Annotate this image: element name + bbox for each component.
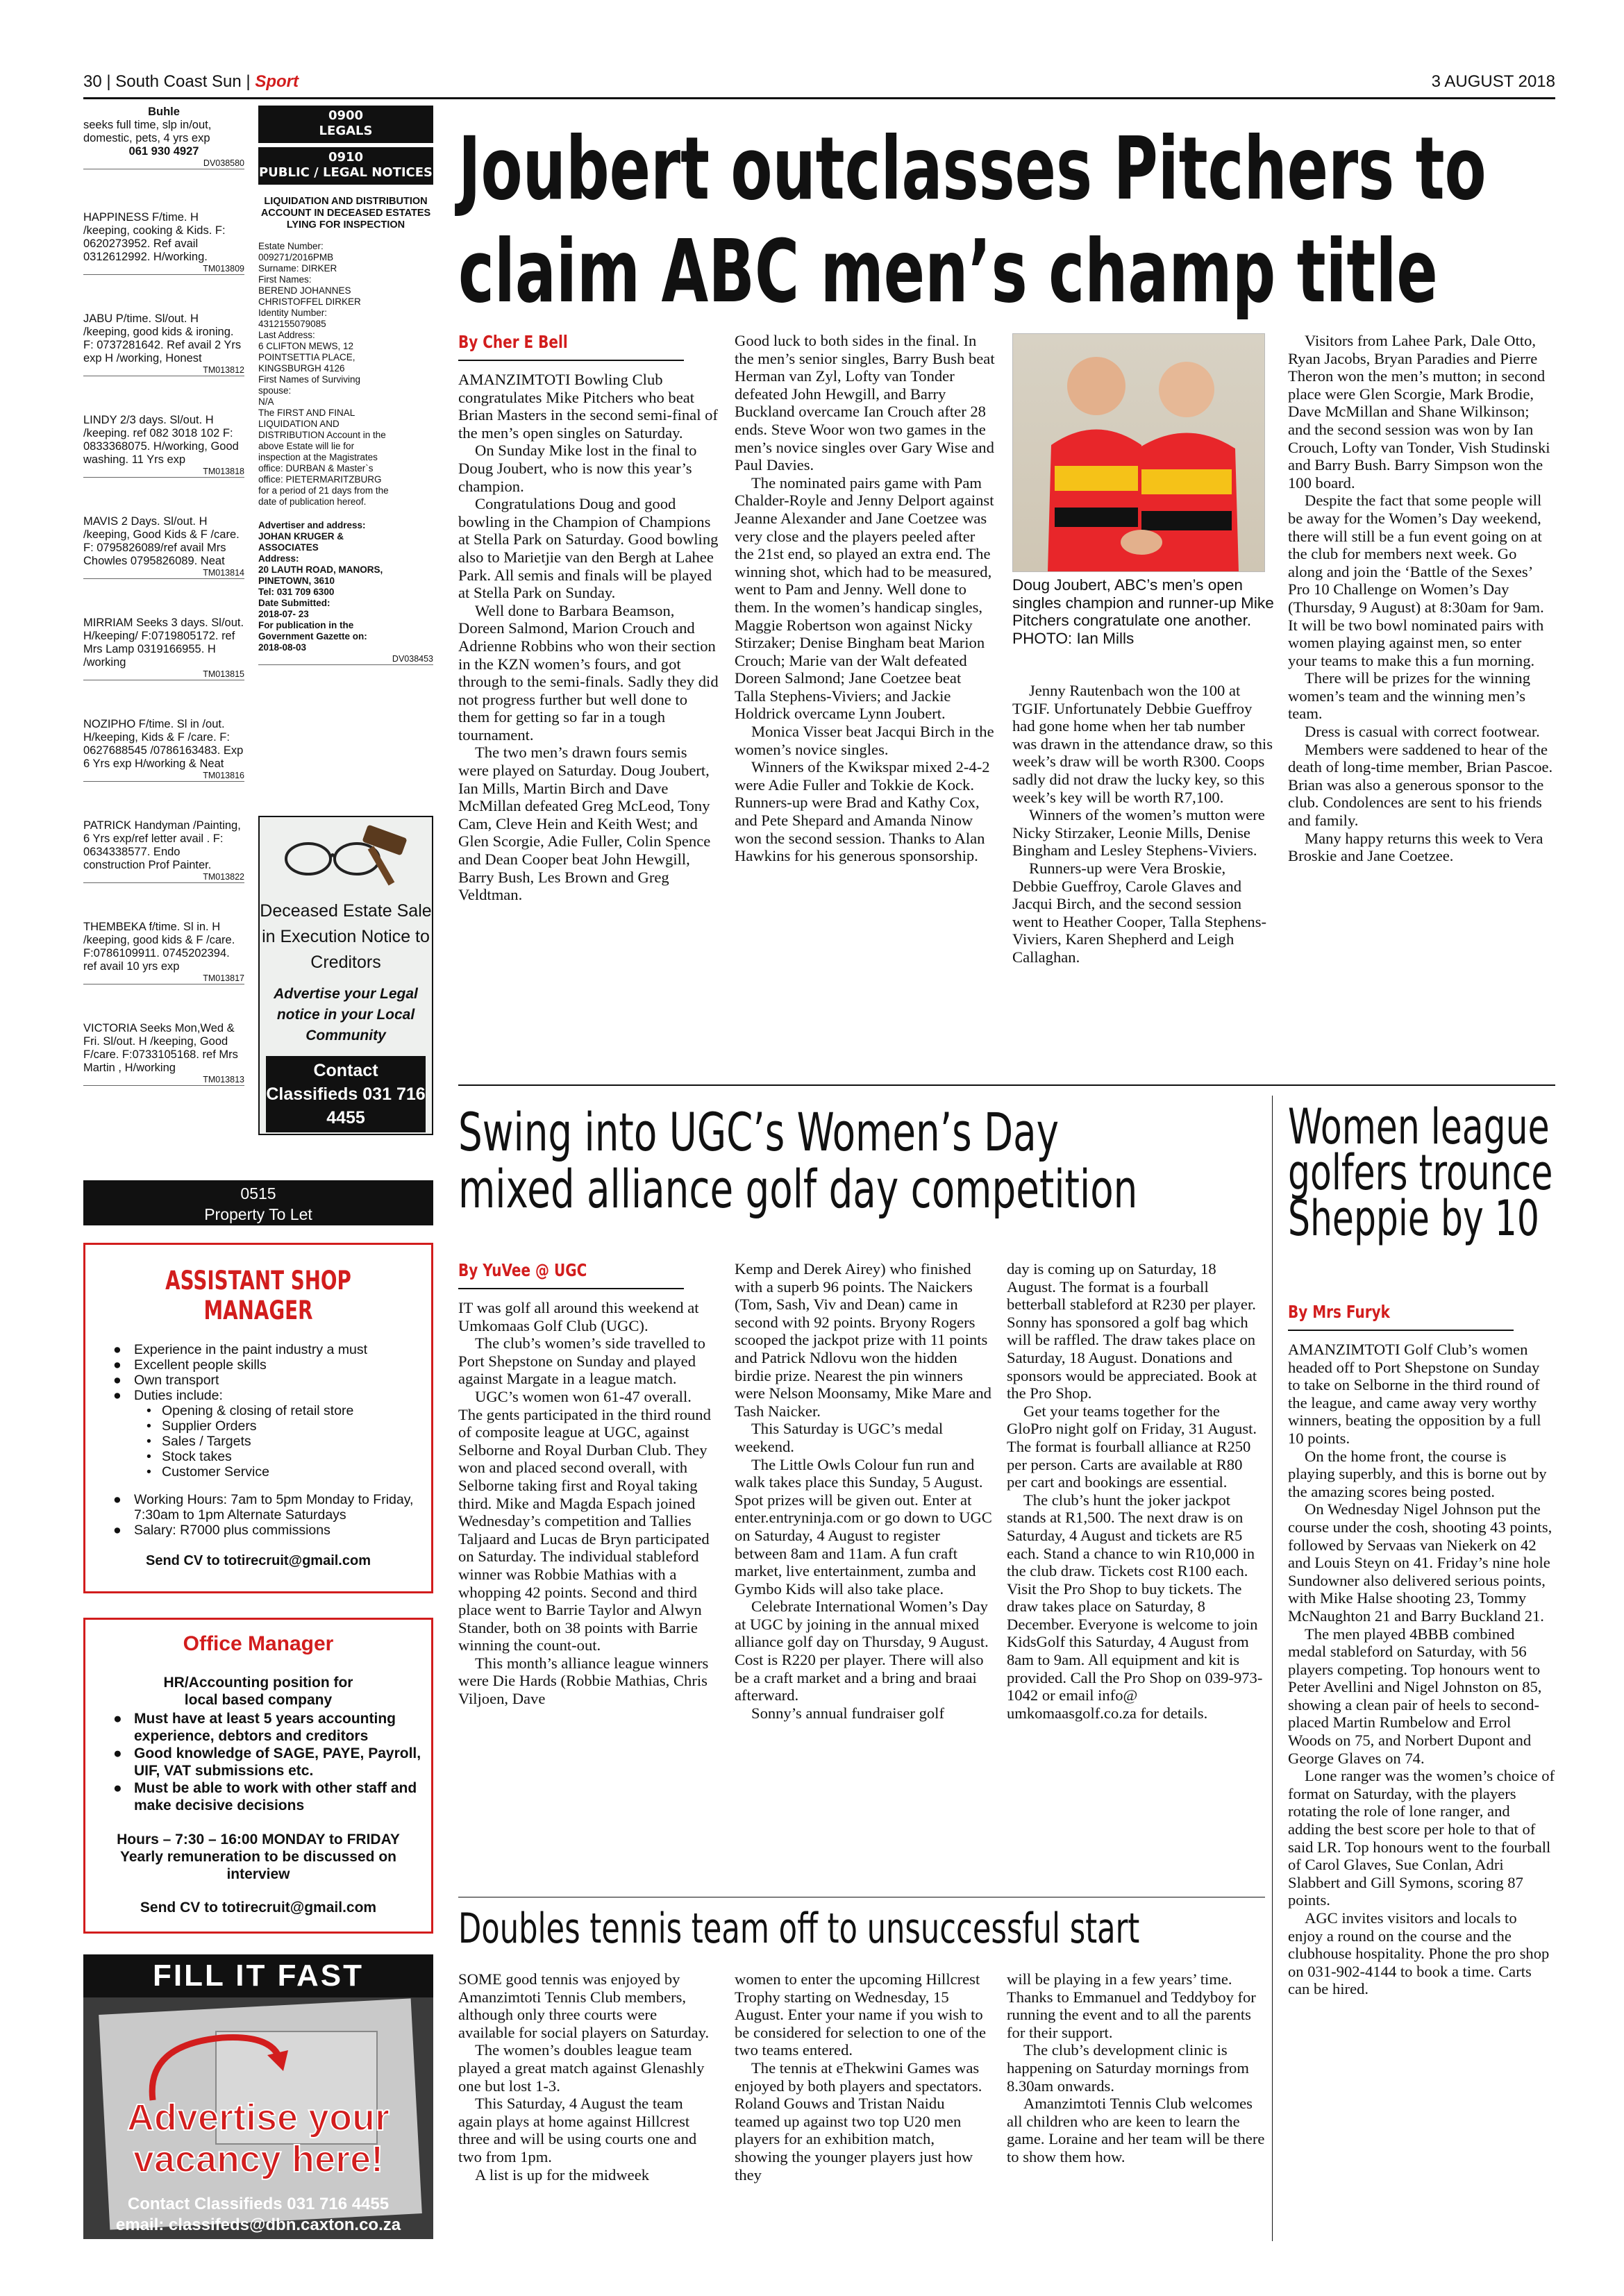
om-item: ● Must have at least 5 years accounting experience, debtors and creditors — [113, 1710, 431, 1745]
classified-text: THEMBEKA f/time. Sl in. H /keeping, good kids & F /care. F:0786109911. 0745202394. ref avail 10 yrs exp — [83, 921, 235, 973]
classified-phone: 061 930 4927 — [128, 145, 199, 158]
bowls-headline-line1: Joubert outclasses Pitchers to — [458, 119, 1487, 219]
issue-date: 3 AUGUST 2018 — [1431, 72, 1555, 91]
om-send-cv: Send CV to totirecruit@gmail.com — [140, 1900, 377, 1916]
om-hours: Hours – 7:30 – 16:00 MONDAY to FRIDAY Yearly remuneration to be discussed on interview — [117, 1832, 400, 1882]
column-divider — [1272, 1096, 1273, 2241]
fill-it-fast-ad — [83, 1954, 433, 2239]
women-golf-headline-line3: Sheppie by 10 — [1288, 1190, 1539, 1247]
asm-title: ASSISTANT SHOP MANAGER — [165, 1266, 351, 1325]
bowls-byline: By Cher E Bell — [458, 332, 568, 352]
asm-duty: • Supplier Orders — [113, 1418, 431, 1434]
legal-notice-advertiser: Advertiser and address: JOHAN KRUGER & ASSOCIATES Address: 20 LAUTH ROAD, MANORS, PINETOWN, 3610 Tel: 031 709 6300 Date Submitted: 2018-07- 23 For publication in the Government Gazette on: 2018-08-03 — [258, 520, 383, 653]
deceased-estate-ad — [258, 816, 433, 1135]
asm-item: ● Own transport — [113, 1373, 431, 1388]
classified-ad — [83, 617, 244, 680]
women-golf-byline: By Mrs Furyk — [1288, 1302, 1390, 1322]
paper-name: South Coast Sun — [115, 72, 242, 91]
legal-notice-body — [258, 241, 433, 665]
article-paragraph: The tennis at eThekwini Games was enjoyed by both players and spectators. Roland Gouws and Tristan Naidu teamed up against two top U20 men players for an exhibition match, showing the younger players just how they — [735, 2059, 982, 2184]
article-paragraph: Dress is casual with correct footwear. — [1305, 723, 1540, 741]
classified-title: Buhle — [148, 106, 180, 118]
bowls-headline — [458, 118, 1487, 324]
classified-text: PATRICK Handyman /Painting, 6 Yrs exp/ref letter avail . F: 0634338577. Endo construction Prof Painter. — [83, 819, 241, 871]
golf-headline — [458, 1101, 1138, 1220]
classified-text: VICTORIA Seeks Mon,Wed & Fri. Sl/out. H /keeping, Good F/care. F:0733105168. ref Mrs Martin , H/working — [83, 1022, 238, 1074]
classified-text: LINDY 2/3 days. Sl/out. H /keeping. ref 082 3018 102 F: 0833368075. H/working, Good washing. 11 Yrs exp — [83, 414, 239, 466]
header-rule — [83, 97, 1555, 99]
article-paragraph: Winners of the Kwikspar mixed 2-4-2 were Adie Fuller and Tokkie de Kock. Runners-up were Brad and Kathy Cox, and Pete Shepard and Amanda Ninow won the second session. Thanks to Alan Hawkins for his generous sponsorship. — [735, 758, 990, 865]
women-golf-headline-line2: golfers trounce — [1288, 1144, 1553, 1201]
classified-ad — [83, 515, 244, 579]
legals-code: 0900 — [328, 108, 364, 123]
fill-it-fast-heading: FILL IT FAST — [83, 1954, 433, 1997]
bowls-players-photo — [1012, 333, 1265, 572]
article-paragraph: Good luck to both sides in the final. In the men’s senior singles, Barry Bush beat Herman van Zyl, Lofty van Tonder defeated John Hewgill, and Barry Buckland overcame Ian Crouch after 28 ends. Steve Woor won two games in the men’s novice singles over Gary Wise and Paul Davies. — [735, 332, 995, 474]
golf-column-3 — [1007, 1260, 1265, 1722]
classified-ad — [83, 819, 244, 883]
article-paragraph: Members were saddened to hear of the death of long-time member, Brian Pascoe. Brian was also a generous sponsor to the club. Condolences are sent to his friends and family. — [1288, 740, 1553, 830]
byline-rule — [458, 1288, 684, 1289]
bowls-column-3 — [1012, 682, 1273, 966]
article-paragraph: AMANZIMTOTI Golf Club’s women headed off to Port Shepstone on Sunday to take on Selborne in the third round of the league, and came away very worthy winners, beating the opposition by a full 10 points. — [1288, 1341, 1541, 1447]
golf-column-1 — [458, 1260, 715, 1708]
classified-code: TM013814 — [83, 568, 244, 579]
golf-headline-line1: Swing into UGC’s Women’s Day — [458, 1101, 1060, 1163]
asm-duty: • Sales / Targets — [113, 1434, 431, 1449]
classified-code: TM013817 — [83, 973, 244, 984]
byline-rule — [1288, 1330, 1514, 1331]
article-paragraph: AGC invites visitors and locals to enjoy a round on the course and the clubhouse hospitality. Phone the pro shop on 031-902-4144 to book a time. Carts can be hired. — [1288, 1909, 1550, 1998]
golf-byline: By YuVee @ UGC — [458, 1260, 587, 1280]
article-paragraph: The Little Owls Colour fun run and walk takes place this Sunday, 5 August. Spot prizes will be given out. Enter at enter.entryninja.com or go down to UGC on Saturday, 4 August to register between 8am and 11am. A fun craft market, live entertainment, zumba and Gymbo Kids will also take place. — [735, 1455, 992, 1598]
gavel-glasses-image — [260, 817, 432, 894]
article-paragraph: On the home front, the course is playing superbly, and this is borne out by the amazing scores being posted. — [1288, 1447, 1547, 1500]
women-golf-column — [1288, 1302, 1555, 1998]
asm-duty: • Customer Service — [113, 1464, 431, 1480]
legal-notice-code: DV038453 — [258, 653, 433, 665]
classified-ad — [83, 1022, 244, 1086]
bowls-headline-line2: claim ABC men’s champ title — [458, 221, 1438, 322]
article-paragraph: On Sunday Mike lost in the final to Doug Joubert, who is now this year’s champion. — [458, 442, 697, 495]
fill-it-fast-contact — [83, 2194, 433, 2236]
article-paragraph: This Saturday, 4 August the team again plays at home against Hillcrest three and will be using courts one and two from 1pm. — [458, 2095, 697, 2165]
article-paragraph: The nominated pairs game with Pam Chalder-Royle and Jenny Delport against Jeanne Alexander and Jane Coetzee was very close and the players peeled after the 21st end, so played an extra end. The winning shot, which had to be measured, went to Pam and Jenny. Well done to them. In the women’s handicap singles, Maggie Robertson won against Nicky Stirzaker; Denise Bingham beat Marion Crouch; Marie van der Walt defeated Doreen Salmond; Jane Coetzee beat Talla Stephens-Viviers; and Jackie Holdrick overcame Lynn Joubert. — [735, 474, 994, 723]
classified-code: TM013809 — [83, 264, 244, 275]
classified-ad — [83, 921, 244, 984]
women-golf-headline-line1: Women league — [1288, 1098, 1550, 1155]
women-golf-headline — [1288, 1098, 1553, 1247]
classified-ad — [83, 312, 244, 376]
legals-column — [258, 106, 433, 665]
golf-column-2 — [735, 1260, 993, 1722]
om-item: ● Must be able to work with other staff and make decisive decisions — [113, 1779, 431, 1814]
article-paragraph: Many happy returns this week to Vera Broskie and Jane Coetzee. — [1288, 829, 1543, 865]
public-notices-label: PUBLIC / LEGAL NOTICES — [258, 165, 433, 180]
tennis-column-1 — [458, 1970, 715, 2184]
article-paragraph: Sonny’s annual fundraiser golf — [751, 1704, 944, 1722]
classified-ad — [83, 106, 244, 169]
classified-text: MIRRIAM Seeks 3 days. Sl/out. H/keeping/ F:0719805172. ref Mrs Lamp 0319166955. H /working — [83, 617, 244, 669]
advertise-vacancy-text: Advertise your vacancy here! — [126, 2097, 390, 2180]
article-paragraph: SOME good tennis was enjoyed by Amanzimtoti Tennis Club members, although only three courts were available for social players on Saturday. — [458, 1970, 710, 2041]
article-paragraph: The club’s development clinic is happening on Saturday mornings from 8.30am onwards. — [1007, 2041, 1249, 2095]
classified-code: TM013816 — [83, 771, 244, 782]
article-paragraph: AMANZIMTOTI Bowling Club congratulates Mike Pitchers who beat Brian Masters in the second semi-final of the men’s open singles on Saturday. — [458, 371, 718, 442]
classified-text: MAVIS 2 Days. Sl/out. H /keeping, Good Kids & F /care. F: 0795826089/ref avail Mrs Chowles 0795826089. Neat — [83, 515, 240, 567]
golf-headline-line2: mixed alliance golf day competition — [458, 1158, 1138, 1220]
article-paragraph: This Saturday is UGC’s medal weekend. — [735, 1420, 944, 1455]
classified-code: TM013812 — [83, 365, 244, 376]
page-number: 30 — [83, 72, 102, 91]
article-paragraph: Despite the fact that some people will be away for the Women’s Day weekend, there will still be a fun event going on at the club for members next week. Go along and join the ‘Battle of the Sexes’ Pro 10 Challenge on Women’s Day (Thursday, 9 August) at 8:30am for 9am. It will be two bowl nominated pairs with women playing against men, so enter your teams to make this a fun morning. — [1288, 492, 1544, 669]
article-paragraph: Monica Visser beat Jacqui Birch in the women’s novice singles. — [735, 723, 994, 758]
classified-code: TM013822 — [83, 872, 244, 883]
classified-ad — [83, 718, 244, 782]
legals-label: LEGALS — [319, 124, 373, 138]
asm-item: ● Duties include: — [113, 1388, 431, 1403]
article-paragraph: day is coming up on Saturday, 18 August. The format is a fourball betterball stableford at R230 per player. Sonny has sponsored a golf bag which will be raffled. The draw takes place on Saturday, 18 August. Donations and sponsors would be appreciated. Book at the Pro Shop. — [1007, 1260, 1257, 1402]
legal-notice-title: LIQUIDATION AND DISTRIBUTION ACCOUNT IN DECEASED ESTATES LYING FOR INSPECTION — [260, 196, 431, 231]
classified-ad — [83, 414, 244, 478]
asm-duty: • Opening & closing of retail store — [113, 1403, 431, 1418]
classified-text: HAPPINESS F/time. H /keeping, cooking & Kids. F: 0620273952. Ref avail 0312612992. H/working. — [83, 211, 226, 263]
classified-code: TM013813 — [83, 1075, 244, 1086]
classified-code: TM013815 — [83, 669, 244, 680]
article-paragraph: A list is up for the midweek — [475, 2165, 650, 2184]
article-paragraph: On Wednesday Nigel Johnson put the course under the cosh, shooting 43 points, followed by Servaas van Niekerk on 42 and Louis Steyn on 41. Friday’s nine hole Sundowner also delivered serious points, with Mike Halse shooting 23, Tommy McNaughton 21 and Barry Buckland 21. — [1288, 1500, 1552, 1625]
article-paragraph: The two men’s drawn fours semis were played on Saturday. Doug Joubert, Ian Mills, Martin Birch and Dave McMillan defeated Greg McLeod, Tony Cam, Cleve Hein and Keith West; and Glen Scorgie, Adie Fuller, Colin Spence and Dean Cooper beat John Hewgill, Barry Bush, Les Brown and Greg Veldtman. — [458, 744, 711, 904]
legals-bar — [258, 106, 433, 143]
contact-classifieds-box: Contact Classifieds 031 716 4455 — [266, 1056, 426, 1132]
om-title: Office Manager — [183, 1632, 334, 1655]
article-paragraph: Winners of the women’s mutton were Nicky Stirzaker, Leonie Mills, Denise Bingham and Lesley Stephens-Viviers. — [1012, 806, 1265, 860]
section-name: Sport — [255, 72, 299, 91]
office-manager-ad — [83, 1618, 433, 1934]
public-notices-code: 0910 — [328, 150, 364, 165]
classified-text: NOZIPHO F/time. Sl in /out. H/keeping, Kids & F /care. F: 0627688545 /0786163483. Exp 6 Yrs exp H/working & Neat — [83, 718, 244, 770]
fill-it-fast-email: email: classifeds@dbn.caxton.co.za — [115, 2215, 401, 2234]
classified-code: TM013818 — [83, 467, 244, 478]
assistant-shop-manager-ad — [83, 1243, 433, 1593]
article-paragraph: Kemp and Derek Airey) who finished with a superb 96 points. The Naickers (Tom, Sash, Viv and Dean) came in second with 92 points. Bryony Rogers scooped the jackpot prize with 11 points and Patrick Ndlovu won the hidden birdie prize. Nearest the pin winners were Nelson Moonsamy, Mike Mare and Tash Naicker. — [735, 1260, 991, 1420]
article-paragraph: Celebrate International Women’s Day at UGC by joining in the annual mixed alliance golf day on Thursday, 9 August. Cost is R220 per player. There will also be a craft market and a bring and braai afterward. — [735, 1598, 989, 1704]
fill-it-fast-phone: Contact Classifieds 031 716 4455 — [127, 2195, 390, 2213]
classified-text: seeks full time, slp in/out, domestic, pets, 4 yrs exp — [83, 119, 212, 144]
article-paragraph: This month’s alliance league winners were Die Hards (Robbie Mathias, Chris Viljoen, Dave — [458, 1654, 709, 1708]
tennis-column-3 — [1007, 1970, 1265, 2166]
page-header — [83, 69, 1555, 94]
tennis-column-2 — [735, 1970, 991, 2184]
tennis-headline: Doubles tennis team off to unsuccessful start — [458, 1904, 1140, 1953]
classifieds-column — [83, 106, 244, 1123]
om-requirements — [113, 1710, 431, 1814]
asm-requirements — [113, 1342, 431, 1538]
photo-caption: Doug Joubert, ABC’s men’s open singles champion and runner-up Mike Pitchers congratulate one another. PHOTO: Ian Mills — [1012, 576, 1274, 647]
article-paragraph: There will be prizes for the winning women’s team and the winning men’s team. — [1288, 669, 1530, 723]
two-men-in-bowls-shirts-image — [1013, 334, 1264, 571]
deceased-estate-tagline: Advertise your Legal notice in your Local Community — [274, 986, 418, 1044]
article-paragraph: Congratulations Doug and good bowling in the Champion of Champions at Stella Park on Saturday. Good bowling also to Marietjie van den Bergh at Lahee Park. All semis and finals will be played at Stella Park on Sunday. — [458, 495, 719, 602]
article-paragraph: Amanzimtoti Tennis Club welcomes all children who are keen to learn the game. Loraine and her team will be there to show them how. — [1007, 2095, 1265, 2165]
section-divider — [458, 1084, 1555, 1086]
article-paragraph: women to enter the upcoming Hillcrest Trophy starting on Wednesday, 15 August. Enter your name if you wish to be considered for selection to one of the two teams entered. — [735, 1970, 986, 2059]
om-subtitle: HR/Accounting position for local based company — [163, 1675, 353, 1708]
article-paragraph: The club’s hunt the joker jackpot stands at R1,500. The next draw is on Saturday, 4 August and tickets are R5 each. Stand a chance to win R10,000 in the club draw. Tickets cost R100 each. Visit the Pro Shop to buy tickets. The draw takes place on Saturday, 8 December. Everyone is welcome to join KidsGolf this Saturday, 4 August from 8am to 9am. All equipment and kit is provided. Call the Pro Shop on 039-973-1042 or email info@ umkomaasgolf.co.za for details. — [1007, 1491, 1263, 1722]
byline-rule — [458, 360, 684, 361]
article-paragraph: Lone ranger was the women’s choice of format on Saturday, with the players rotating the role of lone ranger, and adding the best score per hole to that of said LR. Top honours went to the fourball of Carol Glaves, Sue Conlan, Adri Slabbert and Gill Symons, scoring 87 points. — [1288, 1767, 1555, 1909]
asm-item: ● Excellent people skills — [113, 1357, 431, 1373]
article-paragraph: IT was golf all around this weekend at Umkomaas Golf Club (UGC). — [458, 1299, 699, 1334]
classified-code: DV038580 — [83, 158, 244, 169]
article-paragraph: The women’s doubles league team played a great match against Glenashly one but lost 1-3. — [458, 2041, 705, 2095]
property-label: Property To Let — [204, 1205, 312, 1223]
article-paragraph: will be playing in a few years’ time. Thanks to Emmanuel and Teddyboy for running the event and to all the parents for their support. — [1007, 1970, 1256, 2041]
article-paragraph: Well done to Barbara Beamson, Doreen Salmond, Marion Crouch and Adrienne Robbins who won their section in the KZN women’s fours, and got through to the semi-finals. Sadly they did not progress further but well done to them for getting so far in a tough tournament. — [458, 601, 719, 744]
article-paragraph: UGC’s women won 61-47 overall. The gents participated in the third round of composite league at UGC, against Selborne and Royal Durban Club. They won and placed second overall, with Selborne taking first and Royal taking third. Mike and Magda Espach joined Wednesday’s competition and Tallies Taljaard and Lucas de Bryn participated on Saturday. The individual stableford winner was Robbie Mathias with a whopping 42 points. Second and third place went to Barrie Taylor and Alwyn Stander, both on 38 points with Barrie winning the count-out. — [458, 1387, 711, 1654]
article-paragraph: Runners-up were Vera Broskie, Debbie Gueffroy, Carole Glaves and Jacqui Birch, and the second session went to Heather Cooper, Talla Stephens-Viviers, Karen Shepherd and Leigh Callaghan. — [1012, 859, 1267, 966]
public-notices-bar — [258, 147, 433, 185]
article-paragraph: Visitors from Lahee Park, Dale Otto, Ryan Jacobs, Bryan Paradies and Pierre Theron won the men’s mutton; in second place were Glen Scorgie, Mark Brodie, Dave McMillan and Shane Wilkinson; and the second session was won by Ian Crouch, Lofty van Tonder, Vish Studinski and Barry Bush. Barry Simpson won the 100 board. — [1288, 332, 1550, 492]
classified-ad — [83, 211, 244, 275]
classified-text: JABU P/time. Sl/out. H /keeping, good kids & ironing. F: 0737281642. Ref avail 2 Yrs exp H /working, Honest — [83, 312, 242, 364]
bowls-column-1 — [458, 332, 719, 904]
asm-send-cv: Send CV to totirecruit@gmail.com — [146, 1553, 371, 1568]
article-paragraph: Jenny Rautenbach won the 100 at TGIF. Unfortunately Debbie Gueffroy had gone home when her tab number was drawn in the attendance draw, so this week’s draw will be worth R300. Coops sadly did not draw the lucky key, so this week’s key will be worth R7,100. — [1012, 682, 1273, 806]
om-item: ● Good knowledge of SAGE, PAYE, Payroll, UIF, VAT submissions etc. — [113, 1745, 431, 1779]
article-paragraph: The men played 4BBB combined medal stableford on Saturday, with 56 players competing. Top honours went to Peter Avellini and Nigel Johnston on 85, showing a clean pair of heels to second-placed Martin Rumbelow and Errol Woods on 75, and Norbert Dupont and George Glaves on 74. — [1288, 1625, 1542, 1767]
bowls-column-2 — [735, 332, 995, 865]
property-to-let-bar — [83, 1180, 433, 1225]
header-left: 30 | South Coast Sun | Sport — [83, 72, 299, 91]
bowls-column-4 — [1288, 332, 1554, 865]
asm-item: ● Salary: R7000 plus commissions — [113, 1523, 431, 1538]
legal-notice-text: Estate Number: 009271/2016PMB Surname: DIRKER First Names: BEREND JOHANNES CHRISTOFFEL DIRKER Identity Number: 4312155079085 Last Address: 6 CLIFTON MEWS, 12 POINTSETTIA PLACE, KINGSBURGH 4126 First Names of Surviving spouse: N/A The FIRST AND FINAL LIQUIDATION AND DISTRIBUTION Account in the above Estate will lie for inspection at the Magistrates office: DURBAN & Master`s office: PIETERMARITZBURG for a period of 21 days from the date of publication hereof. — [258, 241, 389, 507]
asm-item: ● Experience in the paint industry a must — [113, 1342, 431, 1357]
article-paragraph: Get your teams together for the GloPro night golf on Friday, 31 August. The format is fourball alliance at R250 per person. Carts are available at R80 per cart and bookings are essential. — [1007, 1402, 1257, 1491]
article-paragraph: The club’s women’s side travelled to Port Shepstone on Sunday and played against Margate in a league match. — [458, 1334, 705, 1388]
asm-duty: • Stock takes — [113, 1449, 431, 1464]
deceased-estate-title: Deceased Estate Sale in Execution Notice to Creditors — [260, 901, 432, 972]
property-code: 0515 — [240, 1184, 276, 1203]
asm-item: ● Working Hours: 7am to 5pm Monday to Friday, 7:30am to 1pm Alternate Saturdays — [113, 1492, 431, 1523]
